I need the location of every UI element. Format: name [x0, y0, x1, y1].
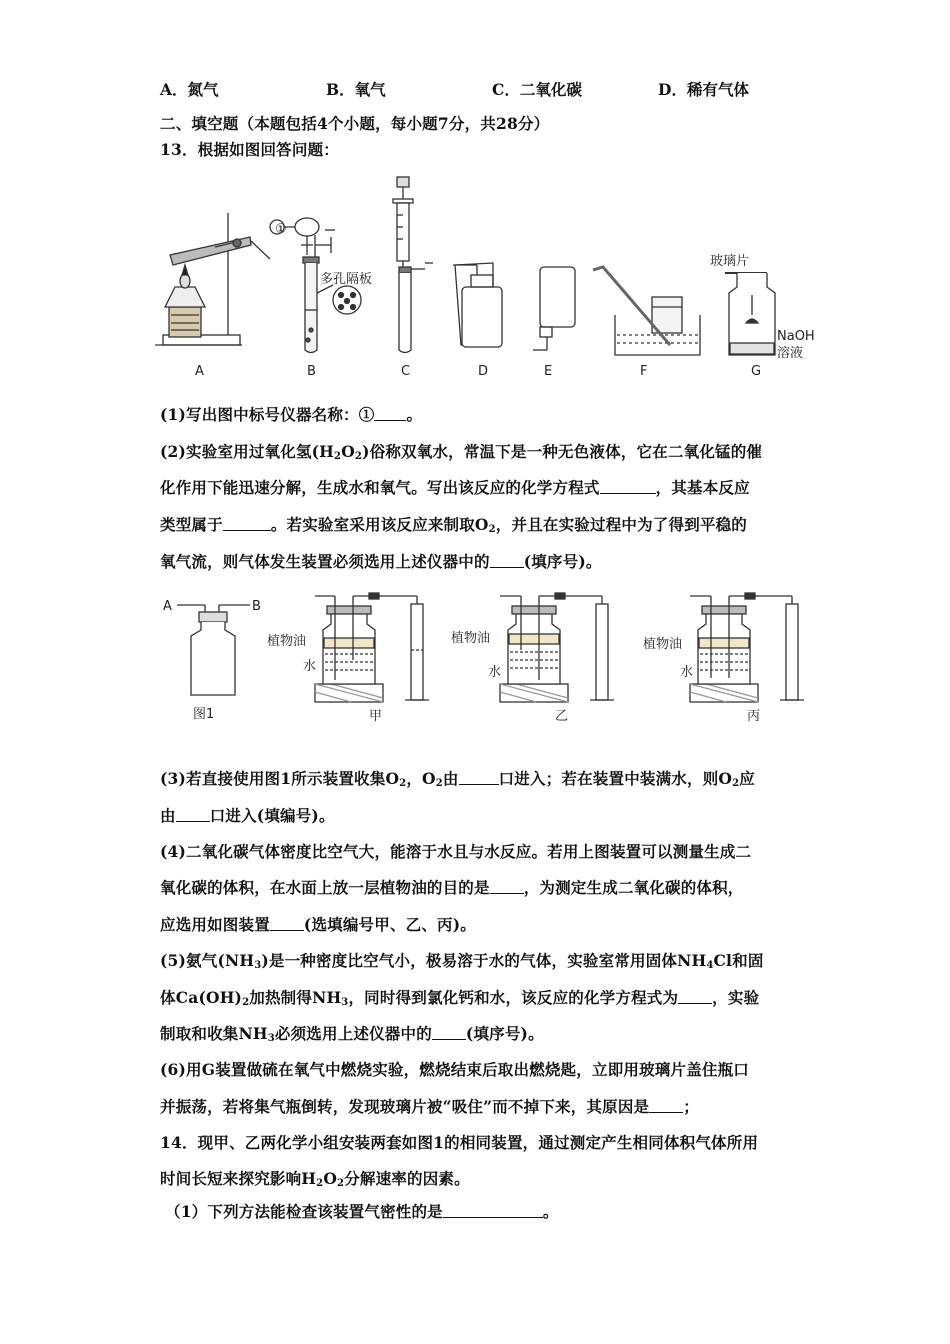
yi-water-label: 水	[488, 665, 502, 680]
porous-plate-label: 多孔隔板	[320, 272, 373, 287]
apparatus-d	[453, 263, 502, 347]
q13-part4-line1: (4)二氧化碳气体密度比空气大，能溶于水且与水反应。若用上图装置可以测量生成二	[160, 842, 752, 861]
fig1-a-label: A	[163, 599, 172, 614]
apparatus-g	[725, 273, 775, 355]
q13-part6-line2: 并振荡，若将集气瓶倒转，发现玻璃片被“吸住”而不掉下来，其原因是 ；	[160, 1097, 699, 1116]
setup-yi	[500, 593, 614, 702]
section2-title: 二、填空题（本题包括4个小题，每小题7分，共28分）	[160, 114, 550, 133]
apparatus-c	[393, 177, 433, 353]
yi-oil-label: 植物油	[451, 631, 491, 646]
fig1-bottle	[177, 605, 250, 695]
q13-part2-line2: 化作用下能迅速分解，生成水和氧气。写出该反应的化学方程式 ，其基本反应	[160, 478, 750, 497]
measurement-figure	[155, 590, 830, 730]
marker-1: ①	[275, 222, 287, 237]
label-a: A	[195, 364, 204, 379]
yi-caption: 乙	[555, 709, 569, 724]
jia-caption: 甲	[369, 709, 383, 724]
q13-part5-line3: 制取和收集$NH_3$必须选用上述仪器中的 (填序号)。	[160, 1024, 544, 1044]
q14-line2: 时间长短来探究影响$H_2O_2$分解速率的因素。	[160, 1169, 470, 1189]
apparatus-e	[533, 267, 575, 350]
label-f: F	[640, 364, 648, 379]
glass-plate-label: 玻璃片	[710, 254, 750, 269]
fig1-caption: 图1	[193, 707, 215, 722]
jia-water-label: 水	[303, 659, 317, 674]
q13-part4-line2: 氧化碳的体积，在水面上放一层植物油的目的是 ，为测定生成二氧化碳的体积，	[160, 878, 744, 897]
bing-water-label: 水	[680, 665, 694, 680]
solution-label: 溶液	[777, 346, 804, 361]
apparatus-f	[593, 267, 700, 355]
q13-part4-line3: 应选用如图装置 (选填编号甲、乙、丙)。	[160, 915, 476, 934]
option-d: D．稀有气体	[658, 80, 749, 99]
option-c: C．二氧化碳	[492, 80, 582, 99]
option-b: B．氧气	[326, 80, 386, 99]
q13-part1: (1)写出图中标号仪器名称：① 。	[160, 405, 423, 424]
setup-bing	[690, 593, 804, 702]
setup-jia	[315, 593, 429, 702]
q14-line1: 14．现甲、乙两化学小组安装两套如图1的相同装置，通过测定产生相同体积气体所用	[160, 1133, 759, 1152]
fig1-b-label: B	[252, 599, 261, 614]
q13-part3-line2: 由 口进入(填编号)。	[160, 806, 335, 825]
q13-part2-line1: (2)实验室用过氧化氢$(H_2O_2)$俗称双氧水，常温下是一种无色液体，它在二氧化锰的催	[160, 442, 763, 462]
option-a: A．氮气	[160, 80, 219, 99]
q14-part1: （1）下列方法能检查该装置气密性的是 。	[165, 1202, 559, 1221]
bing-oil-label: 植物油	[643, 637, 683, 652]
q13-part2-line4: 氧气流，则气体发生装置必须选用上述仪器中的 (填序号)。	[160, 552, 602, 571]
jia-oil-label: 植物油	[267, 634, 307, 649]
label-c: C	[401, 364, 411, 379]
q13-part5-line1: (5)氨气$(NH_3)$是一种密度比空气小，极易溶于水的气体，实验室常用固体$NH_4Cl$和固	[160, 951, 764, 971]
label-g: G	[751, 364, 762, 379]
q13-part5-line2: 体$Ca(OH)_2$加热制得$NH_3$，同时得到氯化钙和水，该反应的化学方程式为 ，实验	[160, 988, 760, 1008]
apparatus-figure	[155, 175, 845, 385]
apparatus-a	[155, 213, 270, 345]
bing-caption: 丙	[747, 709, 761, 724]
label-e: E	[544, 364, 553, 379]
q13-part2-line3: 类型属于 。若实验室采用该反应来制取$O_2$，并且在实验过程中为了得到平稳的	[160, 515, 747, 535]
q13-part6-line1: (6)用G装置做硫在氧气中燃烧实验，燃烧结束后取出燃烧匙，立即用玻璃片盖住瓶口	[160, 1060, 749, 1079]
label-b: B	[307, 364, 316, 379]
label-d: D	[478, 364, 489, 379]
naoh-label: NaOH	[777, 329, 815, 344]
q13-part3-line1: (3)若直接使用图1所示装置收集$O_2$，$O_2$由 口进入；若在装置中装满水，则$O_2$应	[160, 769, 755, 789]
q13-title: 13．根据如图回答问题：	[160, 140, 339, 159]
